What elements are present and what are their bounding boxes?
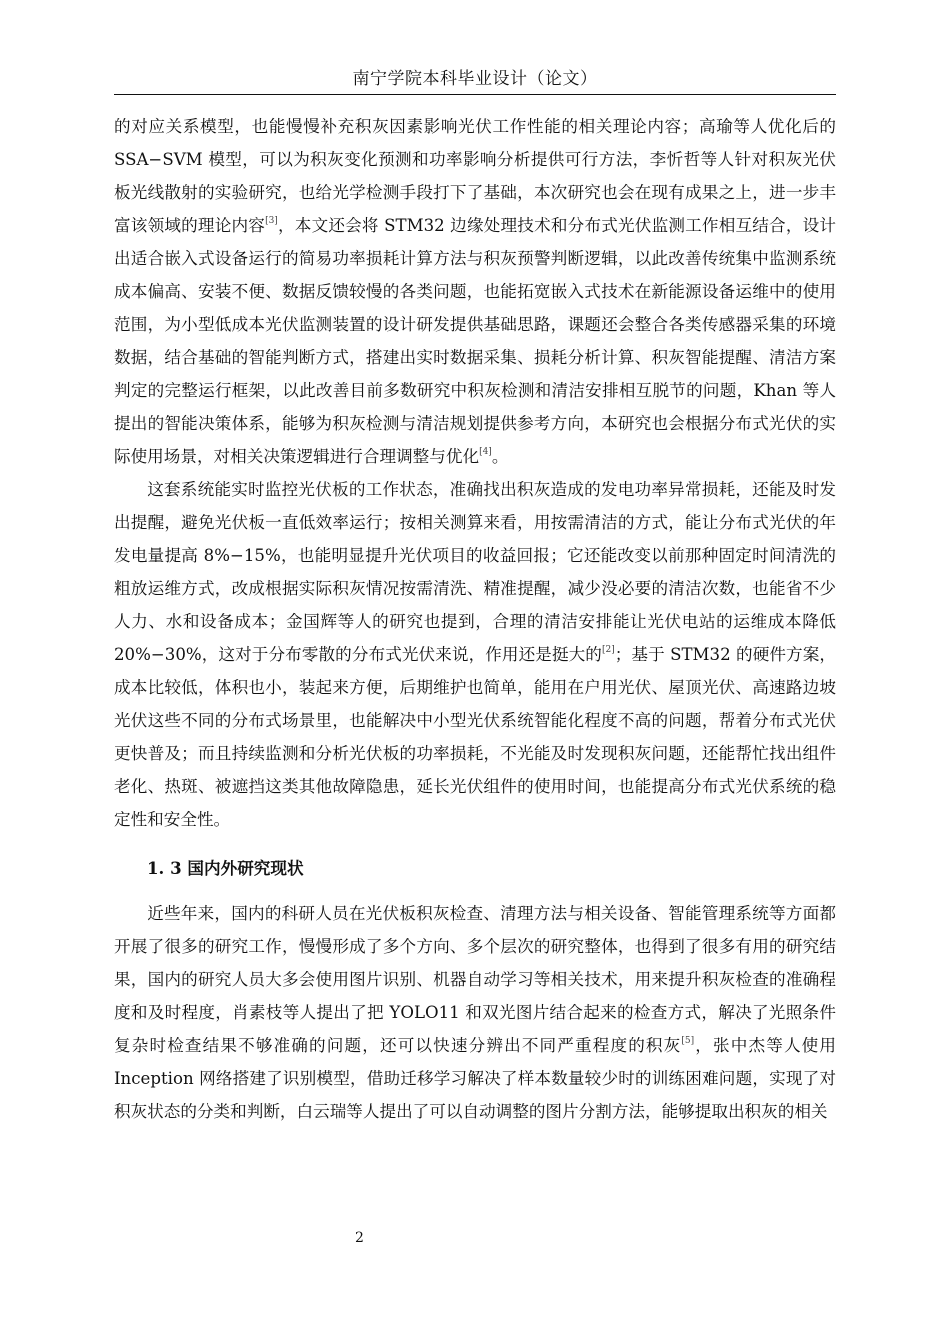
- paragraph-3-text-cont: ，张中杰等人使用 Inception 网络搭建了识别模型，借助迁移学习解决了样本数量较少时的训练困难问题，实现了对积灰状态的分类和判断，白云瑞等人提出了可以自动调整的图片分割方法，能够提取出积灰的相关: [114, 1036, 837, 1121]
- citation-5: [5]: [681, 1036, 695, 1046]
- paragraph-1: [114, 110, 836, 473]
- header-rule: [114, 94, 836, 95]
- paragraph-2: [114, 473, 836, 836]
- paragraph-2-text-cont: ；基于 STM32 的硬件方案，成本比较低，体积也小，装起来方便，后期维护也简单，能用在户用光伏、屋顶光伏、高速路边坡光伏这些不同的分布式场景里，也能解决中小型光伏系统智能化程度不高的问题，帮着分布式光伏更快普及；而且持续监测和分析光伏板的功率损耗，不光能及时发现积灰问题，还能帮忙找出组件老化、热斑、被遮挡这类其他故障隐患，延长光伏组件的使用时间，也能提高分布式光伏系统的稳定性和安全性。: [114, 645, 836, 829]
- citation-4: [4]: [479, 447, 492, 457]
- paragraph-3: [114, 897, 836, 1128]
- paragraph-1-end: 。: [491, 447, 509, 466]
- page-body: [114, 110, 836, 1128]
- paragraph-3-text: 近些年来，国内的科研人员在光伏板积灰检查、清理方法与相关设备、智能管理系统等方面都开展了很多的研究工作，慢慢形成了多个方向、多个层次的研究整体，也得到了很多有用的研究结果，国内的研究人员大多会使用图片识别、机器自动学习等相关技术，用来提升积灰检查的准确程度和及时程度，肖素枝等人提出了把 YOLO11 和双光图片结合起来的检查方式，解决了光照条件复杂时检查结果不够准确的问题，还可以快速分辨出不同严重程度的积灰: [114, 904, 836, 1055]
- citation-2: [2]: [601, 645, 615, 655]
- page-number: 2: [355, 1230, 364, 1246]
- paragraph-1-text: 的对应关系模型，也能慢慢补充积灰因素影响光伏工作性能的相关理论内容；高瑜等人优化后的 SSA−SVM 模型，可以为积灰变化预测和功率影响分析提供可行方法，李忻哲等人针对积灰光伏板光线散射的实验研究，也给光学检测手段打下了基础，本次研究也会在现有成果之上，进一步丰富该领域的理论内容: [114, 117, 836, 235]
- paragraph-1-text-cont: ，本文还会将 STM32 边缘处理技术和分布式光伏监测工作相互结合，设计出适合嵌入式设备运行的简易功率损耗计算方法与积灰预警判断逻辑，以此改善传统集中监测系统成本偏高、安装不便、数据反馈较慢的各类问题，也能拓宽嵌入式技术在新能源设备运维中的使用范围，为小型低成本光伏监测装置的设计研发提供基础思路，课题还会整合各类传感器采集的环境数据，结合基础的智能判断方式，搭建出实时数据采集、损耗分析计算、积灰智能提醒、清洁方案判定的完整运行框架，以此改善目前多数研究中积灰检测和清洁安排相互脱节的问题，Khan 等人提出的智能决策体系，能够为积灰检测与清洁规划提供参考方向，本研究也会根据分布式光伏的实际使用场景，对相关决策逻辑进行合理调整与优化: [114, 216, 837, 466]
- section-heading: 1. 3 国内外研究现状: [147, 858, 304, 878]
- running-header: 南宁学院本科毕业设计（论文）: [352, 69, 598, 89]
- citation-3: [3]: [265, 216, 278, 226]
- paragraph-2-text: 这套系统能实时监控光伏板的工作状态，准确找出积灰造成的发电功率异常损耗，还能及时发出提醒，避免光伏板一直低效率运行；按相关测算来看，用按需清洁的方式，能让分布式光伏的年发电量提高 8%−15%，也能明显提升光伏项目的收益回报；它还能改变以前那种固定时间清洗的粗放运维方式，改成根据实际积灰情况按需清洗、精准提醒，减少没必要的清洁次数，也能省不少人力、水和设备成本；金国辉等人的研究也提到，合理的清洁安排能让光伏电站的运维成本降低 20%−30%，这对于分布零散的分布式光伏来说，作用还是挺大的: [114, 480, 836, 664]
